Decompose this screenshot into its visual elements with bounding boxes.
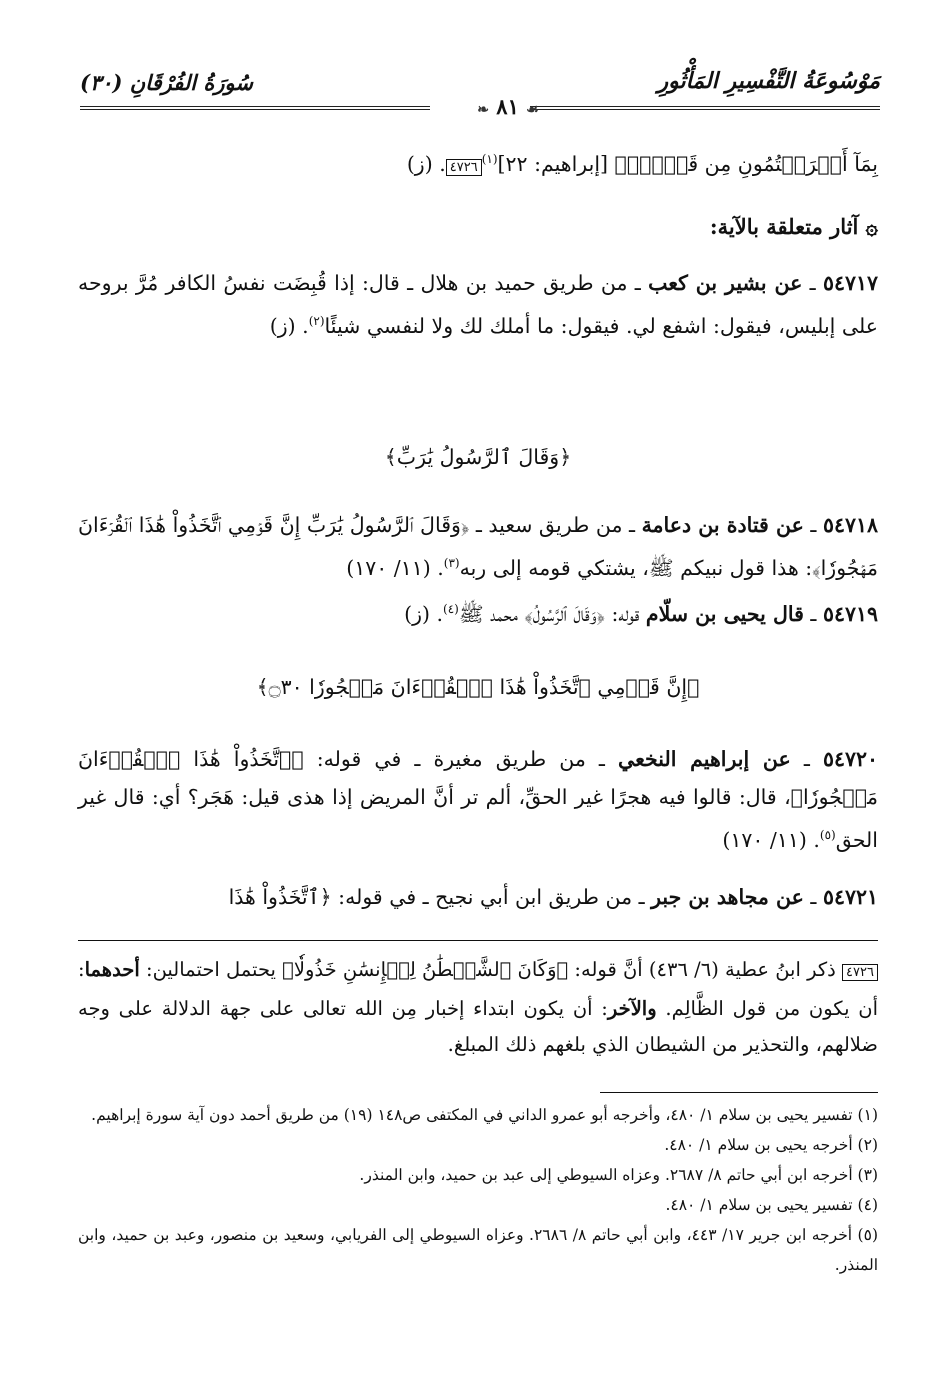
footnote-4: (٤) تفسير يحيى بن سلام ١/ ٤٨٠. — [665, 1196, 878, 1214]
entry-text: ـ من طريق سعيد ـ ﴿وَقَالَ ٱلرَّسُولُ يَٰرَبِّ إِنَّ قَوۡمِي ٱتَّخَذُواْ هَٰذَا ٱلۡقُرۡءَانَ مَهۡجُورٗا﴾: هذا قول نبيكم ﷺ، يشتكي قومه إلى ربه — [78, 513, 878, 580]
commentary-lead: ذكر ابنُ عطية (٦/ ٤٣٦) أنَّ قوله: ﴿وَكَانَ ٱلشَّيۡطَٰنُ لِلۡإِنسَٰنِ خَذُولٗا﴾ يحتمل احتمالين: — [139, 958, 836, 981]
narrator-name: قال يحيى بن سلّام — [645, 601, 804, 626]
narrator-name: عن مجاهد بن جبر — [651, 885, 804, 909]
entry-number: ٥٤٧١٩ — [822, 601, 878, 626]
entry-54719: ٥٤٧١٩ ـ قال يحيى بن سلّام قوله: ﴿وَقَالَ ٱلرَّسُولُ﴾ محمد ﷺ$^{(٤)}$. (ز) — [404, 601, 878, 626]
commentary-block — [78, 952, 878, 1063]
footnote-mark: (٣) — [443, 556, 460, 570]
ornament-icon: ❧ — [477, 102, 489, 118]
header-rule-right — [530, 106, 880, 110]
narrator-name: عن إبراهيم النخعي — [618, 747, 791, 771]
page-number-wrap — [448, 94, 568, 119]
entry-number: ٥٤٧١٧ — [822, 271, 879, 295]
commentary-first-text: : أن يكون من قول الظَّالِم. — [78, 958, 878, 1020]
top-continuation — [78, 140, 878, 187]
commentary-separator — [78, 940, 878, 941]
page-header — [80, 64, 880, 119]
verse-reference: [إبراهيم: ٢٢] — [497, 151, 609, 176]
page-number: ٨١ — [496, 94, 519, 119]
footnote-separator — [600, 1092, 878, 1093]
entry-number: ٥٤٧٢٠ — [822, 747, 879, 771]
verse-heading: ﴿إِنَّ قَوۡمِي ٱتَّخَذُواْ هَٰذَا ٱلۡقُرۡءَانَ مَهۡجُورٗا ۝٣٠﴾ — [256, 675, 700, 699]
commentary-second-text: : أن يكون ابتداء إخبار مِن الله تعالى على جهة الدلالة على وجه ضلالهم، والتحذير من الشيطان الذي بلغهم ذلك المبلغ. — [78, 997, 878, 1056]
footnote-3: (٣) أخرجه ابن أبي حاتم ٨/ ٢٦٨٧. وعزاه السيوطي إلى عبد بن حميد، وابن المنذر. — [359, 1166, 878, 1184]
entry-54720: ٥٤٧٢٠ ـ عن إبراهيم النخعي ـ من طريق مغيرة ـ في قوله: ﴿ٱتَّخَذُواْ هَٰذَا ٱلۡقُرۡءَانَ مَهۡجُورٗا﴾، قال: قالوا فيه هجرًا غير الحقِّ، ألم تر أنَّ المريض إذا هذى قيل: هَجَر؟ أي: قال غير الحق$^{(٥)}$. (١١/ ١٧٠) — [78, 747, 879, 852]
header-rule-left — [80, 106, 430, 110]
verse-fragment: بِمَآ أَشۡرَكۡتُمُونِ مِن قَبۡلُۗ﴾ — [614, 151, 878, 176]
entry-text: ـ من طريق ابن أبي نجيح ـ في قوله: ﴿ٱتَّخَذُواْ هَٰذَا — [228, 885, 652, 909]
entry-54718: ٥٤٧١٨ ـ عن قتادة بن دعامة ـ من طريق سعيد ـ ﴿وَقَالَ ٱلرَّسُولُ يَٰرَبِّ إِنَّ قَوۡمِي ٱتَّخَذُواْ هَٰذَا ٱلۡقُرۡءَانَ مَهۡجُورٗا﴾: هذا قول نبيكم ﷺ، يشتكي قومه إلى ربه$^{(٣)}$. (١١/ ١٧٠) — [78, 513, 878, 580]
source-tag: . (١١/ ١٧٠) — [722, 827, 820, 852]
entry-text: ـ من طريق مغيرة ـ في قوله: ﴿ٱتَّخَذُواْ هَٰذَا ٱلۡقُرۡءَانَ مَهۡجُورٗا﴾، قال: قالوا فيه هجرًا غير الحقِّ، ألم تر أنَّ المريض إذا هذى قيل: هَجَر؟ أي: قال غير الحق — [78, 747, 878, 852]
source-tag: . (ز) — [406, 151, 446, 176]
source-tag: . (ز) — [404, 601, 444, 626]
narrator-name: عن بشير بن كعب — [648, 271, 803, 295]
verse-heading: ﴿وَقَالَ ٱلرَّسُولُ يَٰرَبِّ﴾ — [384, 445, 572, 469]
footnotes — [78, 1100, 878, 1280]
footnote-1: (١) تفسير يحيى بن سلام ١/ ٤٨٠، وأخرجه أبو عمرو الداني في المكتفى ص١٤٨ (١٩) من طريق أحمد دون آية سورة إبراهيم. — [91, 1106, 878, 1124]
source-tag: . (١١/ ١٧٠) — [346, 555, 444, 580]
entry-54721: ٥٤٧٢١ ـ عن مجاهد بن جبر ـ من طريق ابن أبي نجيح ـ في قوله: ﴿ٱتَّخَذُواْ هَٰذَا — [228, 885, 878, 909]
cross-ref-box: ٤٧٢٦ — [446, 159, 482, 176]
entry-text: قوله: ﴿وَقَالَ ٱلرَّسُولُ﴾ محمد ﷺ — [458, 601, 646, 626]
footnote-mark: (١) — [481, 152, 498, 166]
entry-54717: ٥٤٧١٧ ـ عن بشير بن كعب ـ من طريق حميد بن هلال ـ قال: إذا قُبِضَت نفسُ الكافر مُرَّ بروحه على إبليس، فيقول: اشفع لي. فيقول: ما أملك لك ولا لنفسي شيئًا$^{(٢)}$. (ز) — [78, 271, 879, 338]
footnote-2: (٢) أخرجه يحيى بن سلام ١/ ٤٨٠. — [664, 1136, 878, 1154]
commentary-second-label: والآخر — [607, 997, 657, 1020]
cross-ref-box: ٤٧٢٦ — [842, 964, 878, 981]
section-heading: ۞ آثار متعلقة بالآية: — [709, 214, 878, 239]
book-title: مَوْسُوعَةُ التَّفْسِيرِ المَأْثُورِ — [657, 68, 880, 94]
narrator-name: عن قتادة بن دعامة — [641, 513, 804, 537]
surah-title: سُورَةُ الفُرْقَانِ (٣٠) — [80, 70, 253, 95]
footnote-mark: (٥) — [819, 828, 836, 842]
entry-text: ـ من طريق حميد بن هلال ـ قال: إذا قُبِضَت نفسُ الكافر مُرَّ بروحه على إبليس، فيقول: اشفع لي. فيقول: ما أملك لك ولا لنفسي شيئًا — [78, 271, 878, 338]
entry-number: ٥٤٧٢١ — [822, 885, 878, 909]
footnote-5: (٥) أخرجه ابن جرير ١٧/ ٤٤٣، وابن أبي حاتم ٨/ ٢٦٨٦. وعزاه السيوطي إلى الفريابي، وسعيد بن منصور، وعبد بن حميد، وابن المنذر. — [78, 1226, 878, 1274]
entry-number: ٥٤٧١٨ — [822, 513, 878, 537]
ornament-icon: ☙ — [526, 102, 539, 118]
source-tag: . (ز) — [269, 313, 309, 338]
commentary-first-label: أحدهما — [84, 958, 140, 981]
footnote-mark: (٢) — [308, 314, 325, 328]
footnote-mark: (٤) — [443, 602, 459, 616]
